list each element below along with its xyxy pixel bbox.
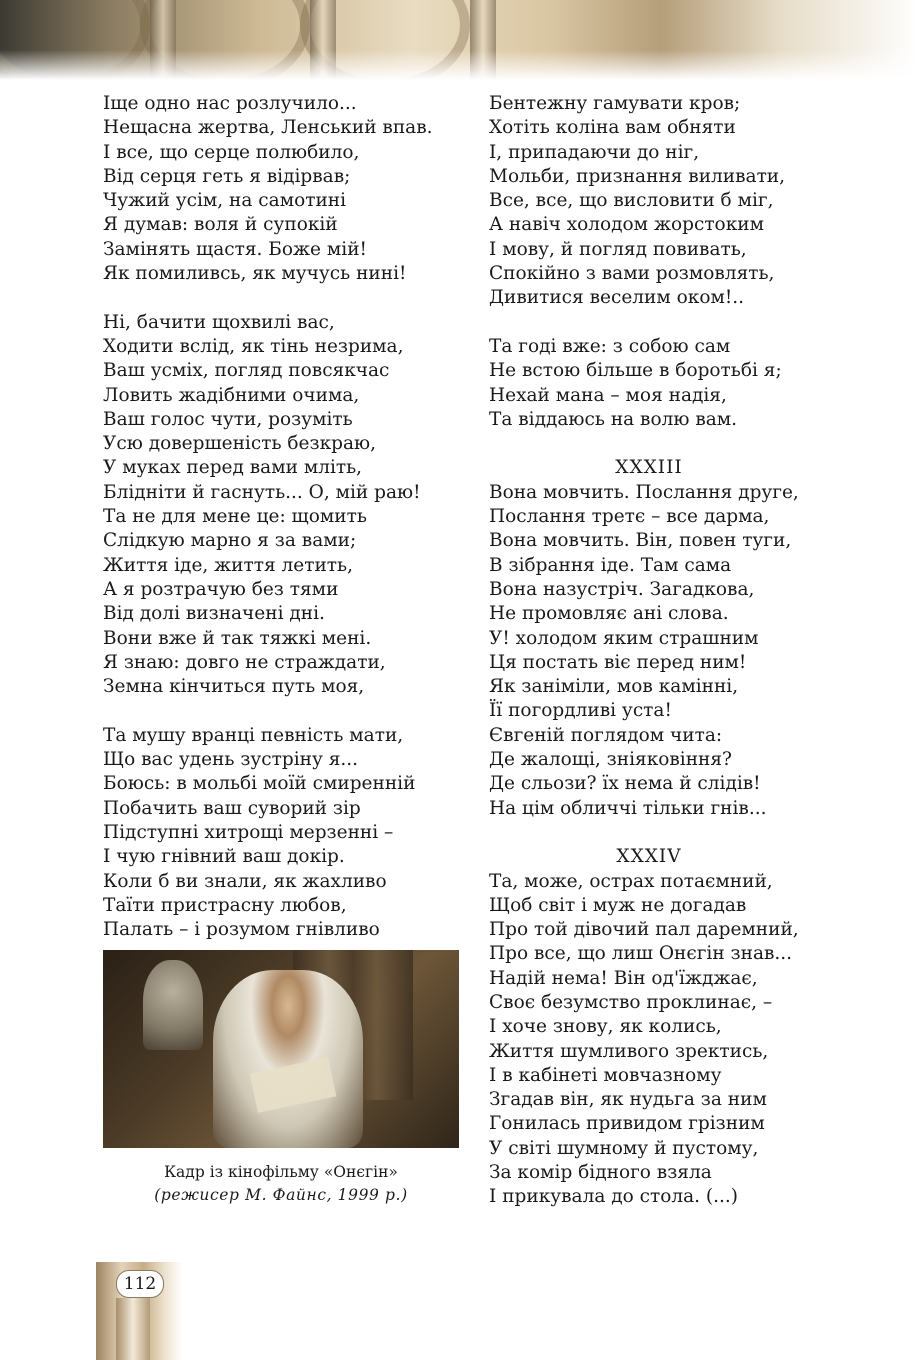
- verse-line: Та віддаюсь на волю вам.: [489, 408, 738, 430]
- image-caption: Кадр із кінофільму «Онєгін»: [164, 1163, 398, 1181]
- verse-line: У! холодом яким страшним: [489, 627, 759, 649]
- verse-line: Іще одно нас розлучило...: [103, 93, 357, 114]
- verse-line: Де жалощі, зніяковіння?: [489, 749, 732, 771]
- bust-shape: [143, 960, 203, 1050]
- verse-line: Про той дівочий пал даремний,: [489, 919, 799, 941]
- verse-line: В зібрання іде. Там сама: [489, 554, 732, 576]
- verse-line: Чужий усім, на самотині: [103, 190, 347, 212]
- verse-line: Життя іде, життя летить,: [103, 554, 353, 576]
- verse-line: Я знаю: довго не страждати,: [103, 651, 386, 673]
- verse-line: Побачить ваш суворий зір: [103, 797, 361, 819]
- verse-line: І все, що серце полюбило,: [103, 141, 360, 163]
- verse-line: Не встою більше в боротьбі я;: [489, 360, 782, 382]
- verse-line: Ваш голос чути, розуміть: [103, 408, 353, 430]
- right-text-column: [489, 92, 809, 1234]
- stanza: [489, 335, 809, 432]
- verse-line: Блідніти й гаснуть... О, мій раю!: [103, 481, 421, 503]
- verse-line: Гонилась привидом грізним: [489, 1113, 765, 1135]
- section-heading-xxxiv: XXXIV: [616, 846, 682, 868]
- verse-line: Вона мовчить. Він, повен туги,: [489, 530, 792, 552]
- verse-line: І чую гнівний ваш докір.: [103, 846, 345, 868]
- verse-line: Як заніміли, мов камінні,: [489, 676, 739, 698]
- verse-line: Я думав: воля й супокій: [103, 214, 338, 236]
- page-number: 112: [116, 1270, 164, 1298]
- verse-line: У муках перед вами мліть,: [103, 457, 363, 479]
- verse-line: Мольби, признання виливати,: [489, 165, 786, 187]
- verse-line: Ні, бачити щохвилі вас,: [103, 311, 335, 333]
- verse-line: І прикувала до стола. (...): [489, 1186, 739, 1208]
- verse-line: У світі шумному й пустому,: [489, 1137, 759, 1159]
- verse-line: Та мушу вранці певність мати,: [103, 724, 404, 746]
- verse-line: Підступні хитрощі мерзенні –: [103, 821, 394, 843]
- verse-line: Її погордливі уста!: [489, 700, 672, 722]
- verse-line: Боюсь: в мольбі моїй смиренній: [103, 773, 416, 795]
- verse-line: А навіч холодом жорстоким: [489, 214, 764, 236]
- verse-line: І в кабінеті мовчазному: [489, 1064, 722, 1086]
- verse-line: Та, може, острах потаємний,: [489, 870, 773, 892]
- verse-line: Ця постать віє перед ним!: [489, 651, 747, 673]
- man-reading-figure: [213, 970, 363, 1148]
- verse-line: А я розтрачую без тями: [103, 578, 339, 600]
- stanza-xxxiii: [489, 456, 809, 820]
- verse-line: І мову, й погляд повивать,: [489, 238, 747, 260]
- verse-line: Нещасна жертва, Ленський впав.: [103, 117, 433, 139]
- verse-line: Надій нема! Він од'їжджає,: [489, 967, 758, 989]
- section-heading-xxxiii: XXXIII: [615, 457, 683, 479]
- verse-line: За комір бідного взяла: [489, 1162, 712, 1184]
- verse-line: Бентежну гамувати кров;: [489, 93, 741, 114]
- verse-line: Дивитися веселим оком!..: [489, 287, 745, 309]
- verse-line: Таїти пристрасну любов,: [103, 894, 347, 916]
- verse-line: Хотіть коліна вам обняти: [489, 117, 736, 139]
- verse-line: І, припадаючи до ніг,: [489, 141, 700, 163]
- stanza: [103, 311, 433, 700]
- image-credit: (режисер М. Файнс, 1999 р.): [154, 1186, 408, 1204]
- verse-line: Життя шумливого зректись,: [489, 1040, 769, 1062]
- verse-line: Слідкую марно я за вами;: [103, 530, 357, 552]
- verse-line: Євгеній поглядом чита:: [489, 724, 723, 746]
- verse-line: Та не для мене це: щомить: [103, 506, 367, 528]
- verse-line: Що вас удень зустріну я...: [103, 749, 359, 771]
- verse-line: Від серця геть я відірвав;: [103, 165, 351, 187]
- verse-line: Коли б ви знали, як жахливо: [103, 870, 387, 892]
- verse-line: Вони вже й так тяжкі мені.: [103, 627, 372, 649]
- stanza: [103, 92, 433, 286]
- column-pillar-icon: [116, 1298, 150, 1360]
- verse-line: Ловить жадібними очима,: [103, 384, 360, 406]
- verse-line: І хоче знову, як колись,: [489, 1016, 722, 1038]
- verse-line: Як помиливсь, як мучусь нині!: [103, 263, 407, 285]
- verse-line: Вона назустріч. Загадкова,: [489, 578, 755, 600]
- verse-line: Та годі вже: з собою сам: [489, 335, 731, 357]
- verse-line: Вона мовчить. Послання друге,: [489, 481, 799, 503]
- verse-line: На цім обличчі тільки гнів...: [489, 797, 767, 819]
- film-still-image: [103, 950, 459, 1148]
- verse-line: Нехай мана – моя надія,: [489, 384, 727, 406]
- verse-line: Від долі визначені дні.: [103, 603, 325, 625]
- verse-line: Не промовляє ані слова.: [489, 603, 729, 625]
- verse-line: Спокійно з вами розмовлять,: [489, 263, 775, 285]
- left-text-column: [103, 92, 433, 967]
- stanza: [103, 724, 433, 943]
- verse-line: Ходити вслід, як тінь незрима,: [103, 335, 404, 357]
- verse-line: Замінять щастя. Боже мій!: [103, 238, 367, 260]
- verse-line: Земна кінчиться путь моя,: [103, 676, 365, 698]
- verse-line: Згадав він, як нудьга за ним: [489, 1089, 767, 1111]
- verse-line: Про все, що лиш Онєгін знав...: [489, 943, 793, 965]
- verse-line: Все, все, що висловити б міг,: [489, 190, 774, 212]
- verse-line: Палать – і розумом гнівливо: [103, 919, 380, 941]
- verse-line: Послання третє – все дарма,: [489, 506, 770, 528]
- verse-line: Усю довершеність безкраю,: [103, 433, 376, 455]
- stanza-xxxiv: [489, 845, 809, 1209]
- verse-line: Щоб світ і муж не догадав: [489, 894, 747, 916]
- header-banner-image: [0, 0, 918, 80]
- verse-line: Ваш усміх, погляд повсякчас: [103, 360, 390, 382]
- stanza: [489, 92, 809, 311]
- verse-line: Своє безумство проклинає, –: [489, 991, 773, 1013]
- verse-line: Де сльози? їх нема й слідів!: [489, 773, 761, 795]
